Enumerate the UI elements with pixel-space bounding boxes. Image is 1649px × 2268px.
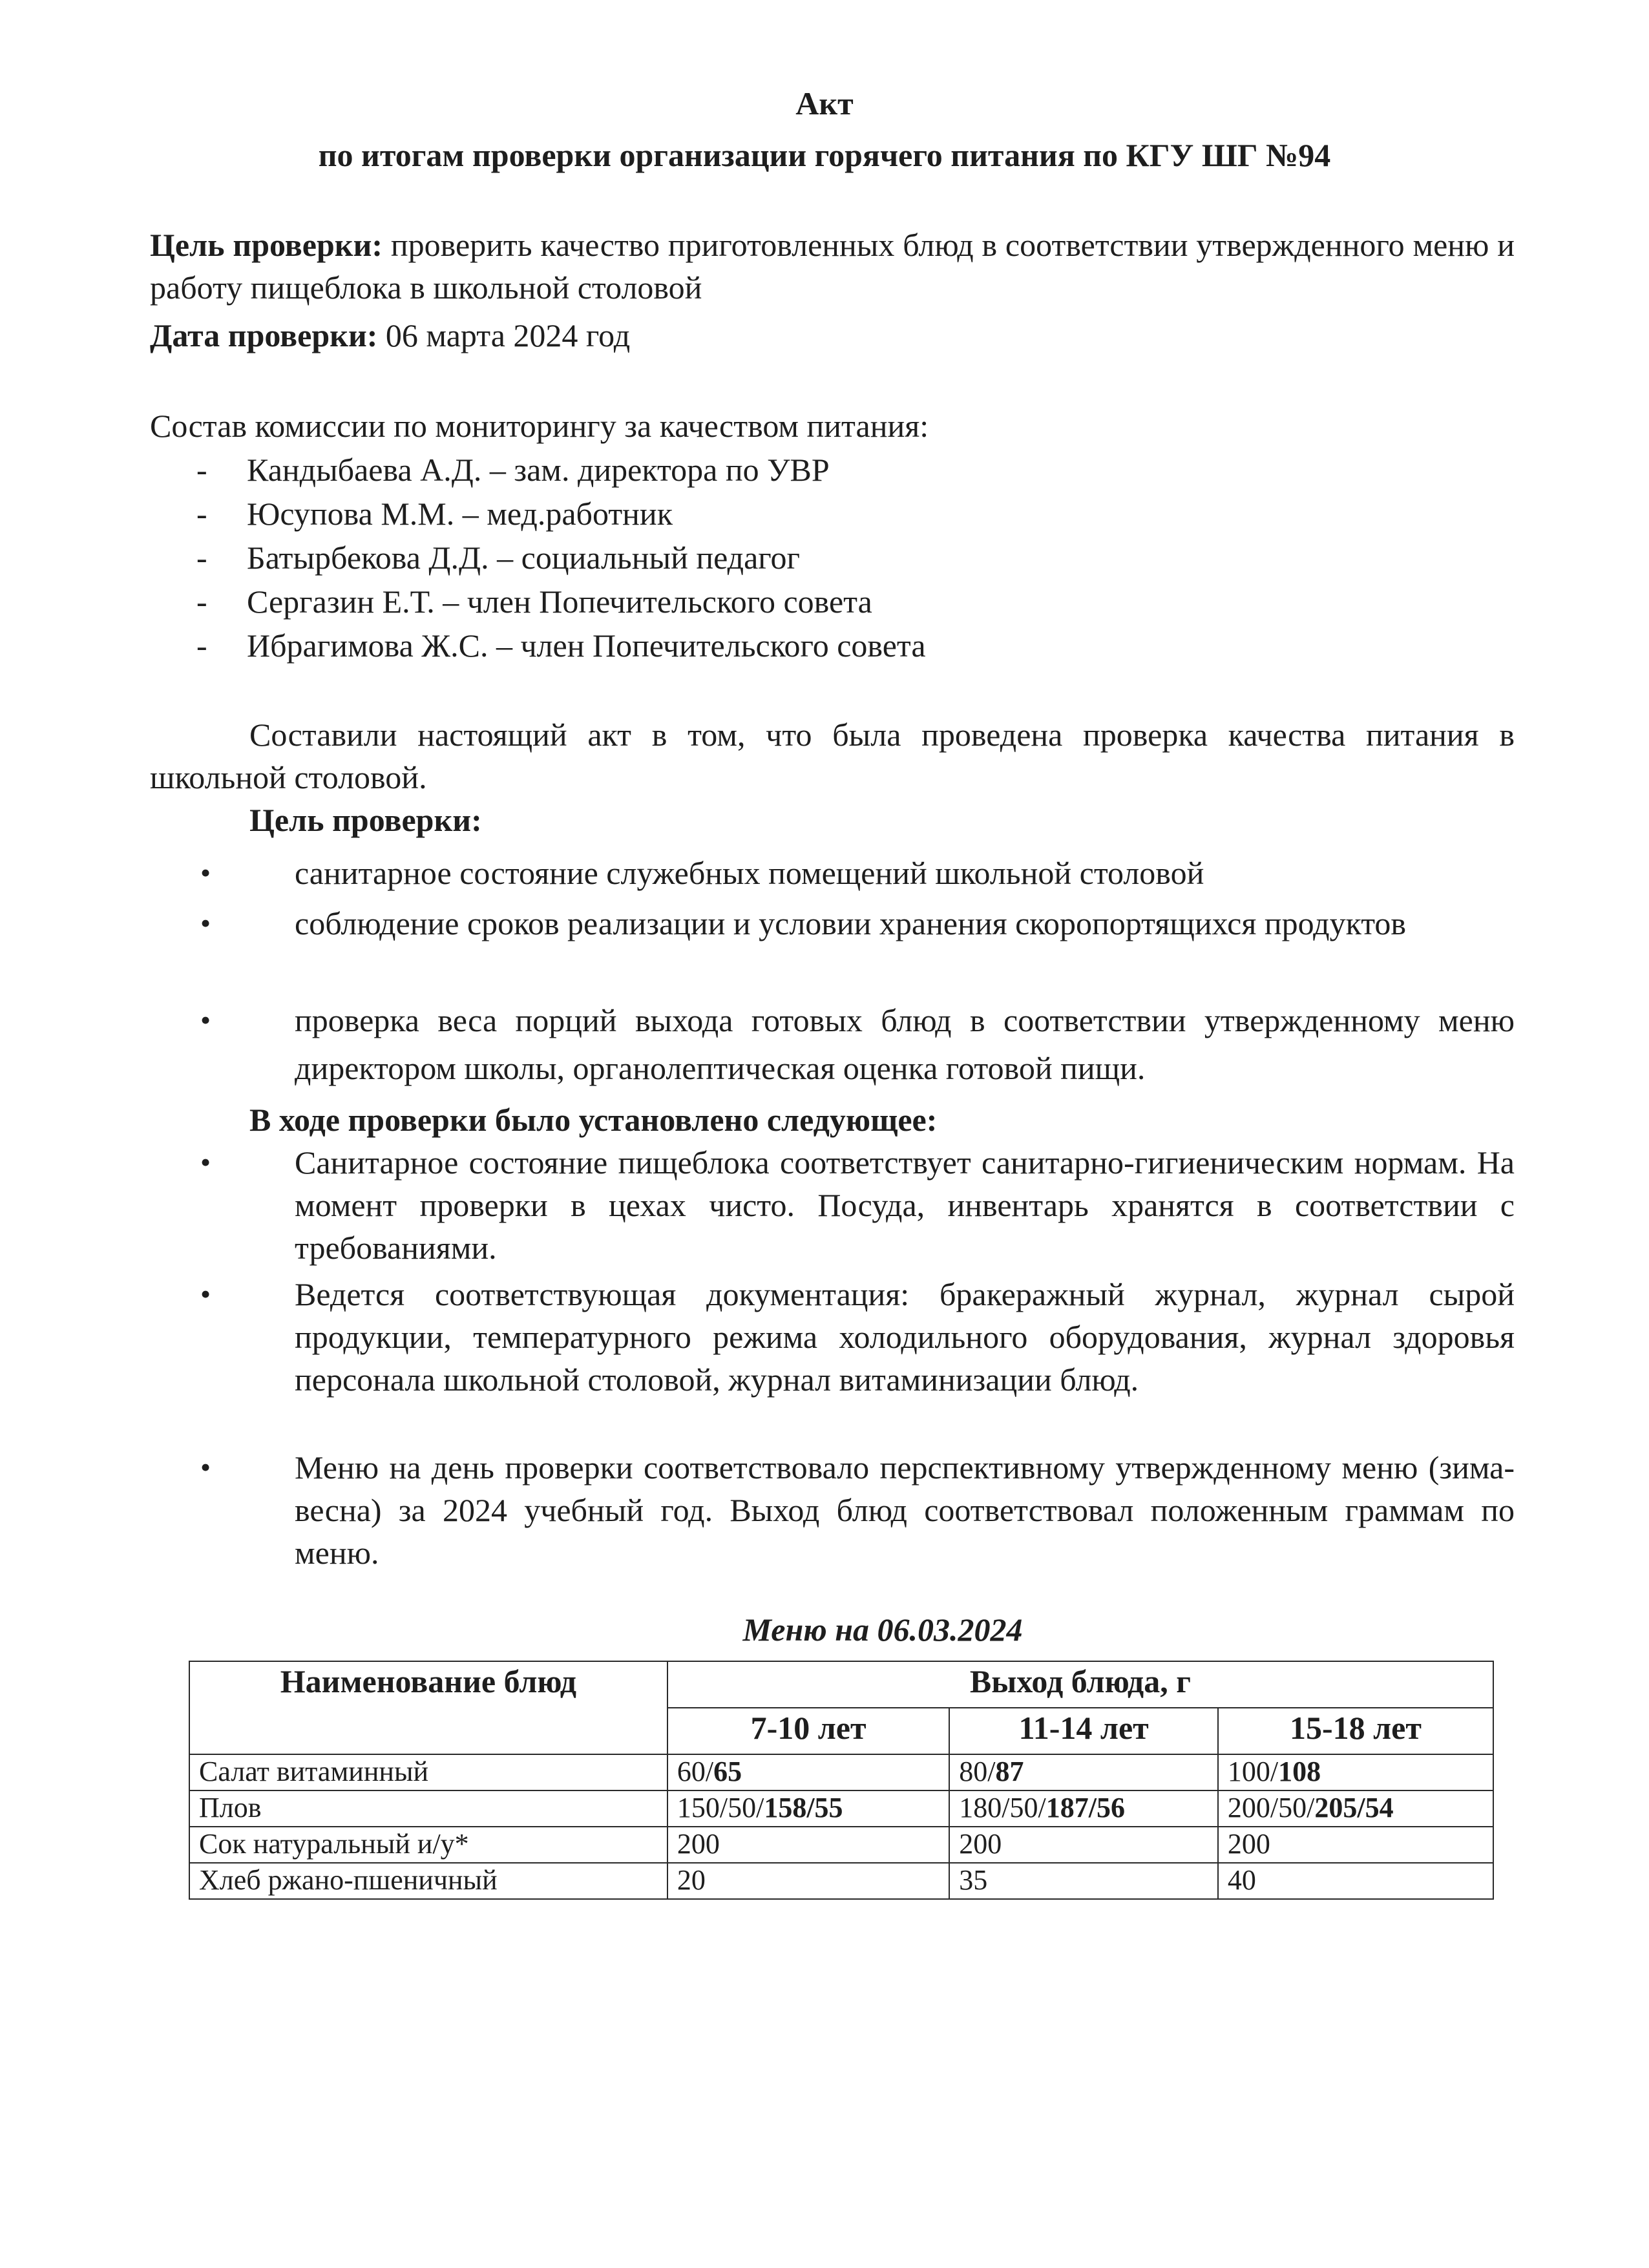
table-row (189, 1863, 1493, 1899)
dash-marker: - (196, 496, 207, 532)
dash-marker: - (196, 540, 207, 576)
output-value: 150/50/158/55 (667, 1790, 949, 1827)
purpose-text: проверить качество приготовленных блюд в соответствии утвержденного меню и работу пищеблока в школьной столовой (150, 227, 1515, 306)
output-value: 40 (1218, 1863, 1493, 1899)
dish-name: Хлеб ржано-пшеничный (189, 1863, 667, 1899)
table-row (189, 1827, 1493, 1863)
dish-name: Салат витаминный (189, 1754, 667, 1790)
dash-marker: - (196, 583, 207, 620)
output-value: 35 (949, 1863, 1218, 1899)
document-page: Акт по итогам проверки организации горячего питания по КГУ ШГ №94 Цель проверки: проверить качество приготовленных блюд в соответствии утвержденного меню и работу пищеблока в школьной столовой Дата проверки: 06 марта 2024 год Состав комиссии по мониторингу за качеством питания: - Кандыбаева А.Д. – зам. директора по УВР - Юсупова М.М. – мед.работник - Батырбекова Д.Д. – социальный педагог - Сергазин Е.Т. – член Попечительского совета - Ибрагимова Ж.С. – член Попечительского совета Составили настоящий акт в том, что была проведена проверка качества питания в школьной столовой. Цель проверки: • санитарное состояние служебных помещений школьной столовой • соблюдение сроков реализации и условии хранения скоропортящихся продуктов • проверка веса порций выхода готовых блюд в соответствии утвержденному меню директором школы, органолептическая оценка готовой пищи. В ходе проверки было установлено следующее: • Санитарное состояние пищеблока соответствует санитарно-гигиеническим нормам. На момент проверки в цехах чисто. Посуда, инвентарь хранятся в соответствии с требованиями. • Ведется соответствующая документация: бракеражный журнал, журнал сырой продукции, температурного режима холодильного оборудования, журнал здоровья персонала школьной столовой, журнал витаминизации блюд. • Меню на день проверки соответствовало перспективному утвержденному меню (зима-весна) за 2024 учебный год. Выход блюд соответствовал положенным граммам по меню. Меню на 06.03.2024 Наименование блюд Выход блюда, г 7-10 лет 11-14 лет 15-18 лет Салат витаминный 60/65 80/87 100/108 Плов 150/50/158/55 180/50/187/56 200/50/205/54 Сок натуральный и/у* 200 200 200 Хлеб ржано-пшеничный 20 35 40 (0, 0, 1649, 2268)
output-value: 20 (667, 1863, 949, 1899)
document-title: Акт (795, 85, 854, 121)
goals-heading: Цель проверки: (249, 802, 482, 838)
table-header-row (189, 1661, 1493, 1708)
output-value: 200 (1218, 1827, 1493, 1863)
dash-marker: - (196, 452, 207, 488)
output-value: 180/50/187/56 (949, 1790, 1218, 1827)
output-value: 200 (667, 1827, 949, 1863)
commission-heading: Состав комиссии по мониторингу за качеством питания: (150, 408, 929, 444)
bullet-icon: • (200, 1003, 211, 1036)
output-value: 60/65 (667, 1754, 949, 1790)
document-subtitle: по итогам проверки организации горячего питания по КГУ ШГ №94 (318, 137, 1331, 173)
output-column-header: Выход блюда, г (667, 1661, 1493, 1708)
table-row (189, 1754, 1493, 1790)
bullet-icon: • (200, 1451, 211, 1484)
findings-heading: В ходе проверки было установлено следующее: (249, 1102, 938, 1138)
dish-name: Плов (189, 1790, 667, 1827)
age-group-header: 15-18 лет (1218, 1708, 1493, 1754)
dish-name: Сок натуральный и/у* (189, 1827, 667, 1863)
date-line (150, 314, 630, 357)
menu-title: Меню на 06.03.2024 (742, 1612, 1023, 1648)
purpose-label: Цель проверки: (150, 227, 383, 263)
age-group-header: 7-10 лет (667, 1708, 949, 1754)
bullet-icon: • (200, 1277, 211, 1310)
intro-paragraph: Составили настоящий акт в том, что была проведена проверка качества питания в школьной столовой. (150, 717, 1515, 795)
date-label: Дата проверки: (150, 317, 378, 353)
output-value: 200/50/205/54 (1218, 1790, 1493, 1827)
dash-marker: - (196, 627, 207, 664)
age-group-header: 11-14 лет (949, 1708, 1218, 1754)
bullet-icon: • (200, 856, 211, 889)
output-value: 100/108 (1218, 1754, 1493, 1790)
purpose-paragraph (150, 224, 1515, 309)
bullet-icon: • (200, 907, 211, 940)
date-value: 06 марта 2024 год (385, 317, 631, 353)
bullet-icon: • (200, 1146, 211, 1179)
table-row (189, 1790, 1493, 1827)
output-value: 200 (949, 1827, 1218, 1863)
output-value: 80/87 (949, 1754, 1218, 1790)
menu-table (189, 1661, 1494, 1900)
dish-column-header: Наименование блюд (189, 1661, 667, 1754)
